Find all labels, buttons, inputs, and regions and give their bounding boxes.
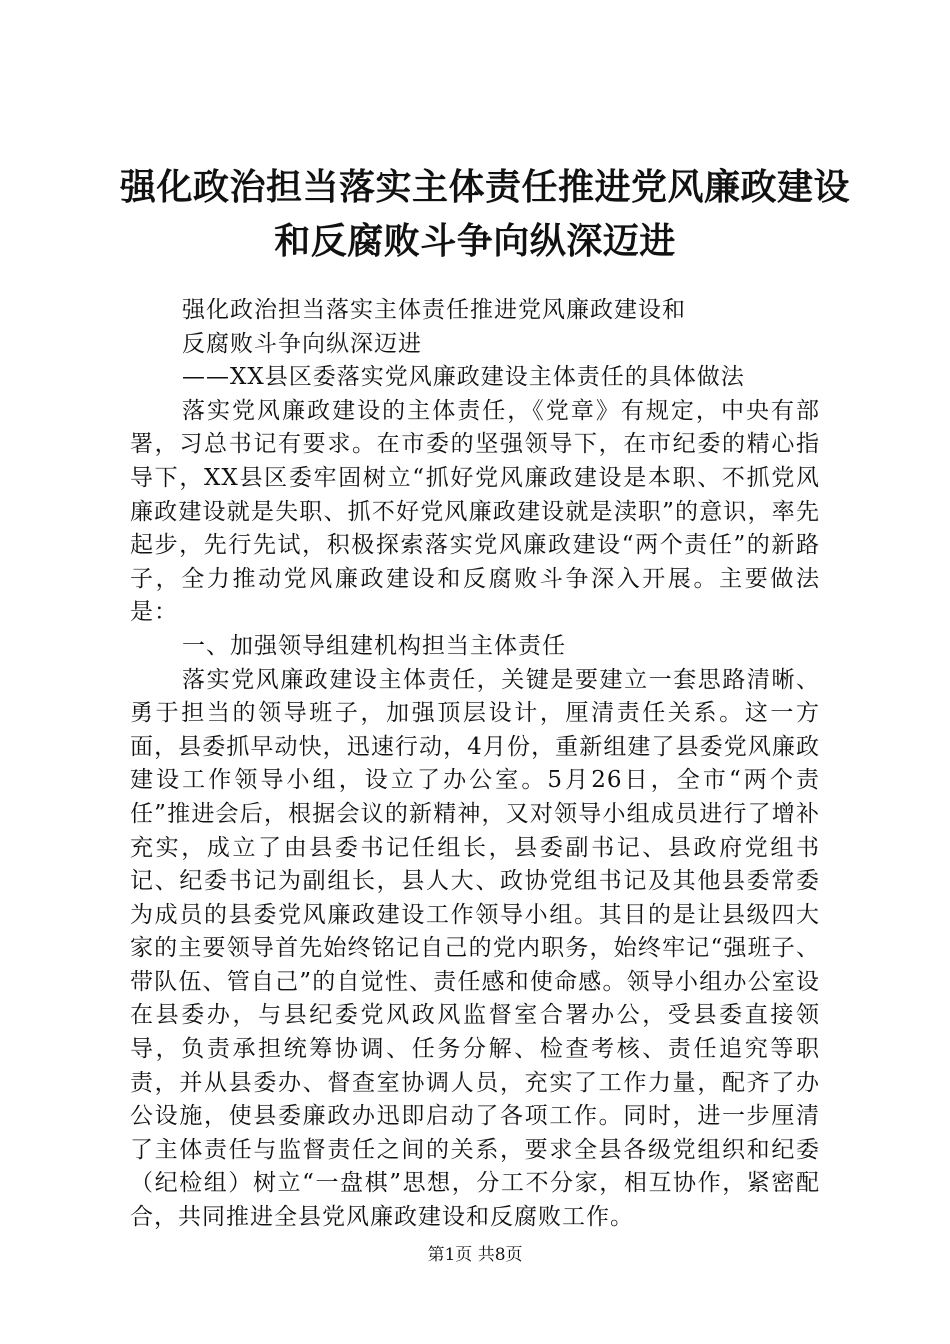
document-title-line-2: 和反腐败斗争向纵深迈进	[274, 221, 676, 262]
document-body	[130, 294, 820, 1235]
paragraph-intro: 落实党风廉政建设的主体责任，《党章》有规定，中央有部署，习总书记有要求。在市委的坚强领导下，在市纪委的精心指导下，XX县区委牢固树立“抓好党风廉政建设是本职、不抓党风廉政建设就是失职、抓不好党风廉政建设就是渎职”的意识，率先起步，先行先试，积极探索落实党风廉政建设“两个责任”的新路子，全力推动党风廉政建设和反腐败斗争深入开展。主要做法是：	[130, 397, 820, 626]
section-heading-1: 一、加强领导组建机构担当主体责任	[182, 632, 566, 659]
subtitle-line-2: 反腐败斗争向纵深迈进	[182, 330, 422, 357]
document-title-line-1: 强化政治担当落实主体责任推进党风廉政建设	[120, 167, 851, 208]
page-footer: 第1页 共8页	[427, 1245, 523, 1265]
paragraph-section-1: 落实党风廉政建设主体责任，关键是要建立一套思路清晰、勇于担当的领导班子，加强顶层设计，厘清责任关系。这一方面，县委抓早动快，迅速行动，4月份，重新组建了县委党风廉政建设工作领导小组，设立了办公室。5月26日，全市“两个责任”推进会后，根据会议的新精神，又对领导小组成员进行了增补充实，成立了由县委书记任组长，县委副书记、县政府党组书记、纪委书记为副组长，县人大、政协党组书记及其他县委常委为成员的县委党风廉政建设工作领导小组。其目的是让县级四大家的主要领导首先始终铭记自己的党内职务，始终牢记“强班子、带队伍、管自己”的自觉性、责任感和使命感。领导小组办公室设在县委办，与县纪委党风政风监督室合署办公，受县委直接领导，负责承担统筹协调、任务分解、检查考核、责任追究等职责，并从县委办、督查室协调人员，充实了工作力量，配齐了办公设施，使县委廉政办迅即启动了各项工作。同时，进一步厘清了主体责任与监督责任之间的关系，要求全县各级党组织和纪委（纪检组）树立“一盘棋”思想，分工不分家，相互协作，紧密配合，共同推进全县党风廉政建设和反腐败工作。	[130, 666, 820, 1231]
subtitle-line-1: 强化政治担当落实主体责任推进党风廉政建设和	[182, 297, 686, 323]
subtitle-line-3: ——XX县区委落实党风廉政建设主体责任的具体做法	[182, 364, 745, 391]
